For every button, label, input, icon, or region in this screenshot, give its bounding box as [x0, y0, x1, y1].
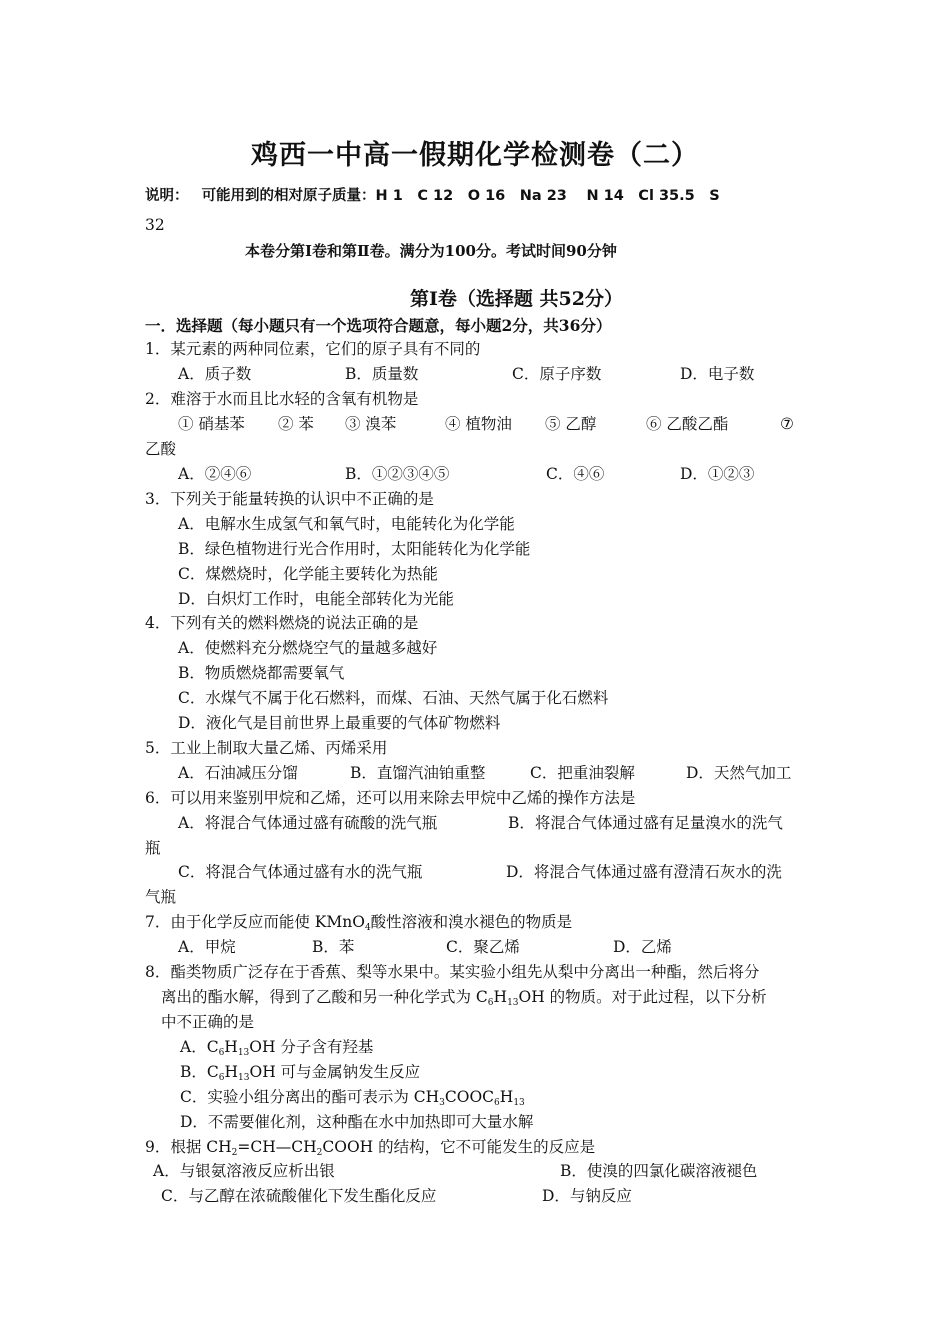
- q9-option-b: B．使溴的四氯化碳溶液褪色: [560, 1162, 758, 1180]
- note-line: [145, 185, 720, 207]
- q7-stem: [145, 911, 572, 933]
- q3-stem: 3．下列关于能量转换的认识中不正确的是: [145, 490, 434, 508]
- q1-stem: 1．某元素的两种同位素，它们的原子具有不同的: [145, 340, 481, 358]
- q2-item-1: ① 硝基苯: [178, 415, 245, 433]
- q8-b-tail: OH 可与金属钠发生反应: [249, 1063, 421, 1081]
- q8-H: H: [493, 988, 508, 1006]
- q8-c-sub-3: 3: [439, 1098, 445, 1108]
- q4-option-c: C．水煤气不属于化石燃料，而煤、石油、天然气属于化石燃料: [178, 689, 609, 707]
- note-text-wrap: 32: [145, 216, 165, 234]
- q9-stem-b: =CH—CH: [237, 1138, 317, 1156]
- q1-option-d: D．电子数: [680, 365, 755, 383]
- q8-option-c: [180, 1086, 525, 1108]
- q9-option-a: A．与银氨溶液反应析出银: [153, 1162, 335, 1180]
- q8-a-tail: OH 分子含有羟基: [249, 1038, 374, 1056]
- q2-item-3: ③ 溴苯: [345, 415, 397, 433]
- q8-stem-line2: [161, 986, 767, 1008]
- q7-stem-part2: 酸性溶液和溴水褪色的物质是: [370, 913, 573, 931]
- q2-item-6: ⑥ 乙酸乙酯: [646, 415, 729, 433]
- q6-option-b-wrap: 瓶: [145, 839, 161, 857]
- q2-option-d: D．①②③: [680, 465, 755, 483]
- q7-subscript: 4: [364, 923, 371, 933]
- q9-stem: [145, 1136, 595, 1158]
- q7-option-c: C．聚乙烯: [446, 938, 520, 956]
- q6-option-b: B．将混合气体通过盛有足量溴水的洗气: [508, 814, 783, 832]
- q6-stem: 6．可以用来鉴别甲烷和乙烯，还可以用来除去甲烷中乙烯的操作方法是: [145, 789, 636, 807]
- q1-option-c: C．原子序数: [512, 365, 602, 383]
- q8-stem-line3: 中不正确的是: [161, 1013, 255, 1031]
- q9-option-d: D．与钠反应: [542, 1187, 632, 1205]
- q5-stem: 5．工业上制取大量乙烯、丙烯采用: [145, 739, 388, 757]
- intro-line: 本卷分第Ⅰ卷和第Ⅱ卷。满分为100分。考试时间90分钟: [245, 242, 617, 260]
- q5-option-d: D．天然气加工: [686, 764, 792, 782]
- q8-b-label: B．C: [180, 1063, 219, 1081]
- q6-option-a: A．将混合气体通过盛有硫酸的洗气瓶: [178, 814, 438, 832]
- q2-option-a: A．②④⑥: [178, 465, 252, 483]
- q2-item-2: ② 苯: [278, 415, 314, 433]
- q6-option-d-wrap: 气瓶: [145, 888, 177, 906]
- q4-option-a: A．使燃料充分燃烧空气的量越多越好: [178, 639, 438, 657]
- q3-option-b: B．绿色植物进行光合作用时，太阳能转化为化学能: [178, 540, 531, 558]
- q2-item-5: ⑤ 乙醇: [545, 415, 597, 433]
- q6-option-d: D．将混合气体通过盛有澄清石灰水的洗: [506, 863, 782, 881]
- part1-heading: 一．选择题（每小题只有一个选项符合题意，每小题2分，共36分）: [145, 316, 612, 335]
- q8-c-sub-13: 13: [513, 1098, 525, 1108]
- q7-option-b: B．苯: [312, 938, 355, 956]
- q8-c-mid: COOC: [444, 1088, 495, 1106]
- q2-option-b: B．①②③④⑤: [345, 465, 450, 483]
- q8-option-d: D．不需要催化剂，这种酯在水中加热即可大量水解: [180, 1113, 534, 1131]
- q9-sub-2: 2: [316, 1148, 323, 1158]
- q8-c-sub-6: 6: [494, 1098, 500, 1108]
- q8-option-b: [180, 1061, 420, 1083]
- q8-stem-line2-b: OH 的物质。对于此过程，以下分析: [518, 988, 767, 1006]
- q2-item-4: ④ 植物油: [445, 415, 512, 433]
- q7-option-a: A．甲烷: [178, 938, 236, 956]
- section-title: 第Ⅰ卷（选择题 共52分）: [410, 288, 623, 310]
- q8-stem-line2-a: 离出的酯水解，得到了乙酸和另一种化学式为 C: [161, 988, 488, 1006]
- exam-title: 鸡西一中高一假期化学检测卷（二）: [251, 140, 699, 171]
- q1-option-a: A．质子数: [178, 365, 252, 383]
- q3-option-c: C．煤燃烧时，化学能主要转化为热能: [178, 565, 438, 583]
- q2-item-7: ⑦: [780, 415, 794, 433]
- q9-stem-a: 9．根据 CH: [145, 1138, 232, 1156]
- q9-sub-1: 2: [231, 1148, 238, 1158]
- q4-option-d: D．液化气是目前世界上最重要的气体矿物燃料: [178, 714, 501, 732]
- q3-option-a: A．电解水生成氢气和氧气时，电能转化为化学能: [178, 515, 515, 533]
- q4-stem: 4．下列有关的燃料燃烧的说法正确的是: [145, 614, 419, 632]
- q8-c-head: C．实验小组分离出的酯可表示为 CH: [180, 1088, 440, 1106]
- q8-a-sub-6: 6: [218, 1048, 225, 1058]
- note-label: 说明：: [145, 188, 189, 204]
- q8-stem-line1: 8．酯类物质广泛存在于香蕉、梨等水果中。某实验小组先从梨中分离出一种酯，然后将分: [145, 963, 760, 981]
- q3-option-d: D．白炽灯工作时，电能全部转化为光能: [178, 590, 454, 608]
- q8-a-sub-13: 13: [237, 1048, 250, 1058]
- q8-b-sub-6: 6: [218, 1073, 225, 1083]
- q4-option-b: B．物质燃烧都需要氧气: [178, 664, 345, 682]
- q6-option-c: C．将混合气体通过盛有水的洗气瓶: [178, 863, 423, 881]
- q8-c-H: H: [499, 1088, 514, 1106]
- q2-option-c: C．④⑥: [546, 465, 605, 483]
- q8-sub-6: 6: [487, 998, 494, 1008]
- note-text: 可能用到的相对原子质量：H 1 C 12 O 16 Na 23 N 14 Cl 35.5 S: [201, 188, 720, 204]
- q7-option-d: D．乙烯: [613, 938, 672, 956]
- q8-b-sub-13: 13: [238, 1073, 250, 1083]
- q8-b-H: H: [224, 1063, 239, 1081]
- q2-stem: 2．难溶于水而且比水轻的含氧有机物是: [145, 390, 419, 408]
- q5-option-c: C．把重油裂解: [530, 764, 635, 782]
- q5-option-b: B．直馏汽油铂重整: [350, 764, 486, 782]
- q8-a-H: H: [224, 1038, 238, 1056]
- q9-option-c: C．与乙醇在浓硫酸催化下发生酯化反应: [161, 1187, 437, 1205]
- q5-option-a: A．石油减压分馏: [178, 764, 298, 782]
- q7-stem-part1: 7．由于化学反应而能使 KMnO: [145, 913, 365, 931]
- q9-stem-c: COOH 的结构，它不可能发生的反应是: [322, 1138, 596, 1156]
- q8-option-a: [180, 1036, 373, 1058]
- q2-item-7-wrap: 乙酸: [145, 440, 177, 458]
- q1-option-b: B．质量数: [345, 365, 419, 383]
- q8-a-label: A．C: [180, 1038, 219, 1056]
- q8-sub-13: 13: [507, 998, 519, 1008]
